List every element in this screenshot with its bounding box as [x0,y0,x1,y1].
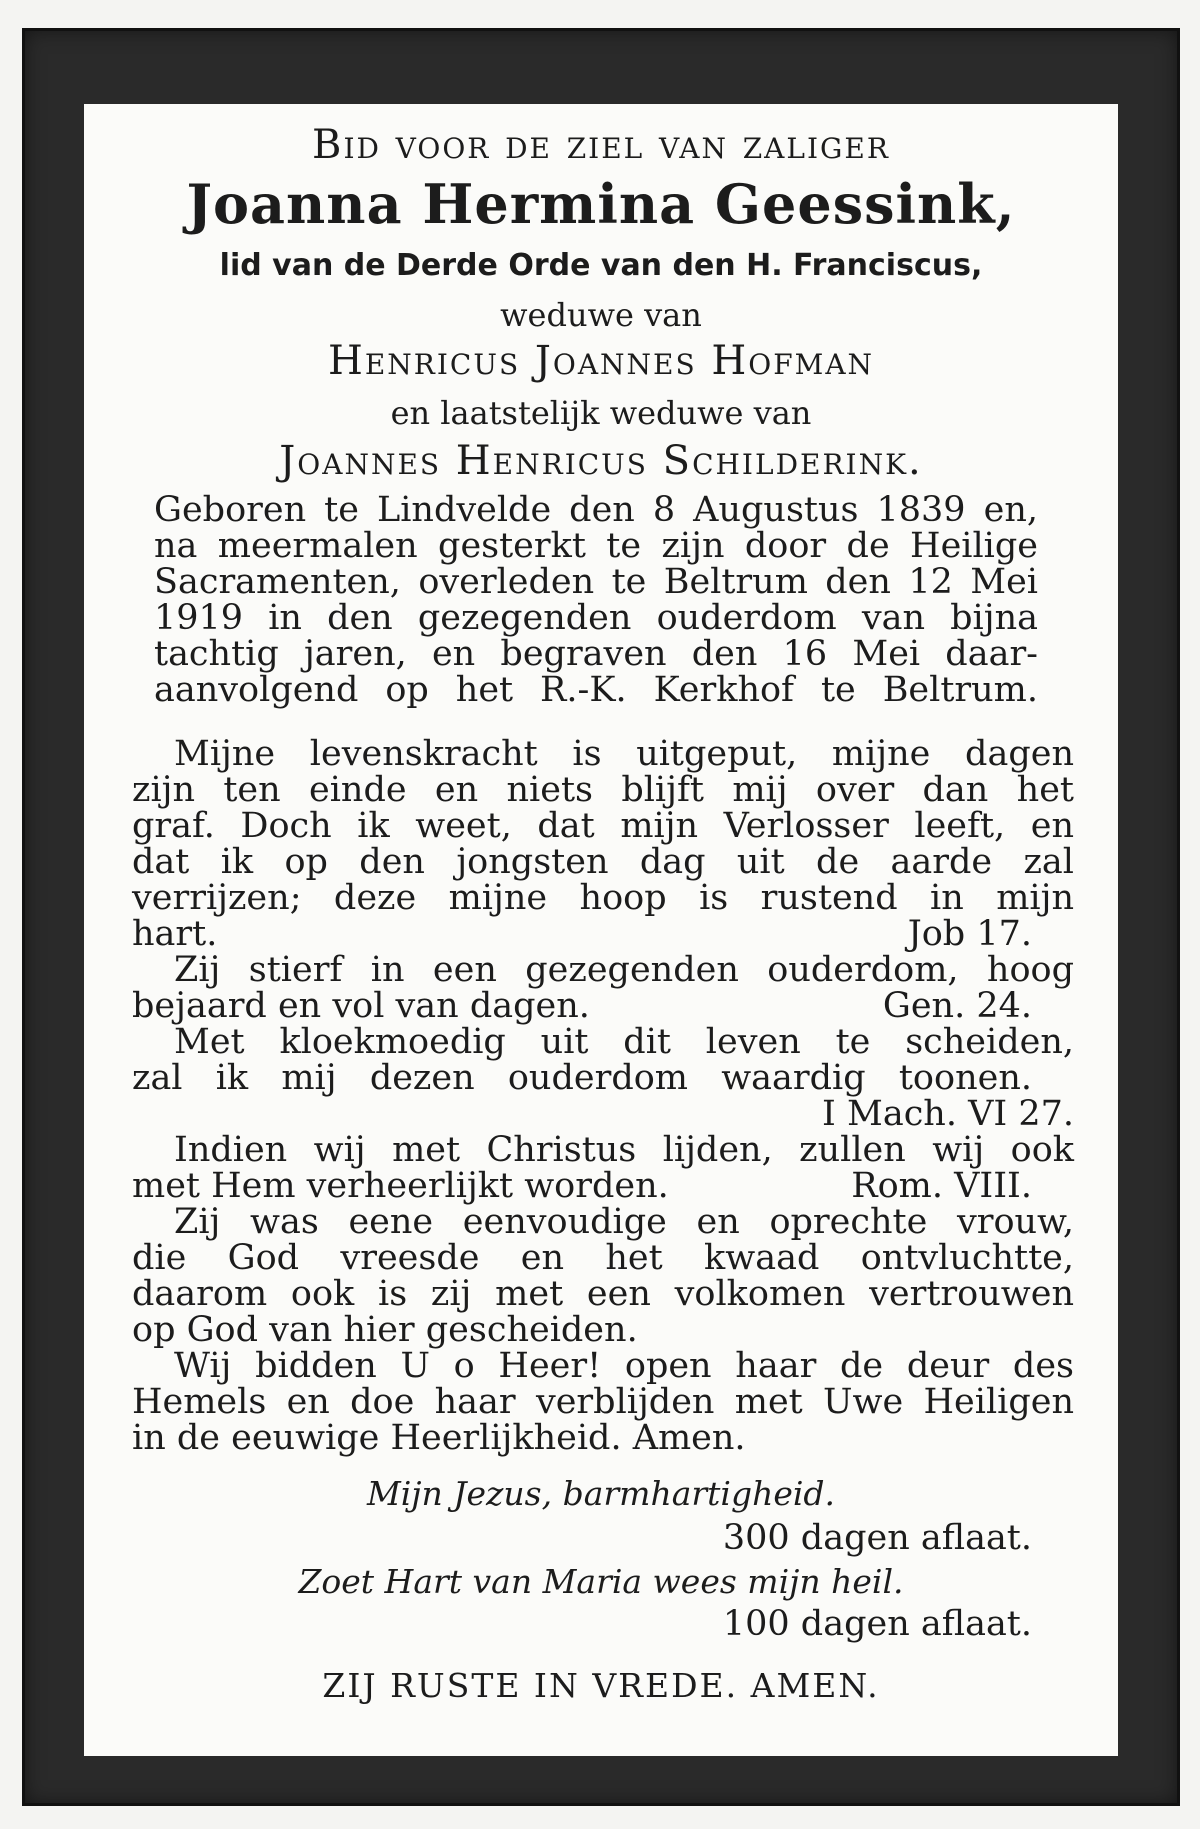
biography-line: 1919 in den gezegenden ouderdom van bijna [154,598,1038,638]
biography-line: Sacramenten, overleden te Beltrum den 12 Mei [154,562,1038,602]
verse-line: Mijne levenskracht is uitgeput, mijne dagen [174,734,1074,774]
verse-line: graf. Doch ik weet, dat mijn Verlosser leeft, en [132,806,1074,846]
verse-line: dat ik op den jongsten dag uit de aarde zal [132,842,1074,882]
second-husband: Joannes Henricus Schilderink. [279,438,923,484]
biography-line: Geboren te Lindvelde den 8 Augustus 1839 en, [154,490,1038,530]
prayer-line: in de eeuwige Heerlijkheid. Amen. [132,1418,746,1458]
verse-line: verrijzen; deze mijne hoop is rustend in mijn [132,878,1074,918]
verse-line: zal ik mij dezen ouderdom waardig toonen. [132,1058,1032,1098]
scripture-reference: Gen. 24. [882,986,1032,1026]
first-husband: Henricus Joannes Hofman [327,338,875,384]
biography-line: na meermalen gesterkt te zijn door de Heilige [154,526,1038,566]
verse-line: hart. [132,914,218,954]
biography-line: aanvolgend op het R.-K. Kerkhof te Beltrum. [154,670,1038,710]
verse-line: met Hem verheerlijkt worden. [132,1166,669,1206]
verse-line: Indien wij met Christus lijden, zullen wij ook [174,1130,1074,1170]
scripture-reference: Rom. VIII. [851,1166,1032,1206]
verse-line: Zij stierf in een gezegenden ouderdom, hoog [174,950,1074,990]
pray-line: Bid voor de ziel van zaliger [312,122,890,168]
indulgence-days: 300 dagen aflaat. [722,1518,1032,1558]
biography-line: tachtig jaren, en begraven den 16 Mei daar- [154,634,1038,674]
verse-line: bejaard en vol van dagen. [132,986,590,1026]
text-panel [84,104,1118,1756]
ejaculation-prayer: Zoet Hart van Maria wees mijn heil. [298,1562,904,1601]
prayer-line: Wij bidden U o Heer! open haar de deur des [174,1346,1074,1386]
lastly-widow-of-line: en laatstelijk weduwe van [390,394,812,432]
virtue-line: op God van hier gescheiden. [132,1310,638,1350]
virtue-line: daarom ook is zij met een volkomen vertrouwen [132,1274,1074,1314]
closing-line: ZIJ RUSTE IN VREDE. AMEN. [322,1666,880,1705]
ejaculation-prayer: Mijn Jezus, barmhartigheid. [366,1474,836,1513]
order-line: lid van de Derde Orde van den H. Franciscus, [219,248,983,283]
scripture-reference: I Mach. VI 27. [822,1094,1074,1134]
virtue-line: die God vreesde en het kwaad ontvluchtte, [132,1238,1074,1278]
prayer-line: Hemels en doe haar verblijden met Uwe Heiligen [132,1382,1074,1422]
indulgence-days: 100 dagen aflaat. [722,1604,1032,1644]
verse-line: Met kloekmoedig uit dit leven te scheiden, [174,1022,1074,1062]
verse-line: zijn ten einde en niets blijft mij over dan het [132,770,1074,810]
widow-of-line: weduwe van [500,296,702,334]
scripture-reference: Job 17. [907,914,1032,954]
virtue-line: Zij was eene eenvoudige en oprechte vrouw, [174,1202,1074,1242]
deceased-name: Joanna Hermina Geessink, [186,172,1016,236]
